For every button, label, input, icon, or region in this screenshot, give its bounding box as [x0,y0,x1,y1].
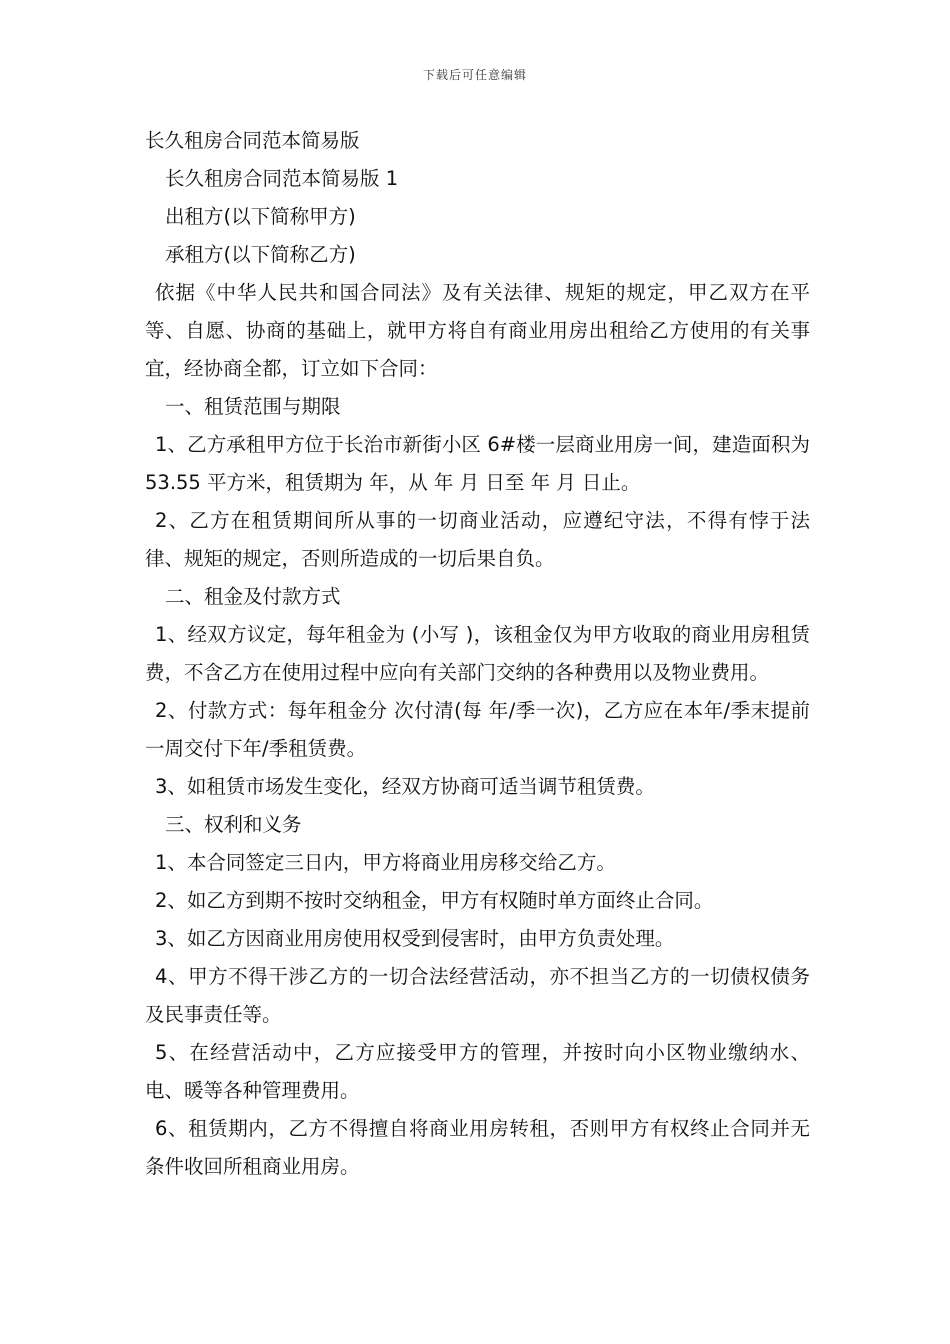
document-subtitle: 长久租房合同范本简易版 1 [165,167,399,190]
lessee-line: 承租方(以下简称乙方) [165,243,356,266]
clause-2-1: 1、经双方议定，每年租金为 (小写 )，该租金仅为甲方收取的商业用房租赁费，不含乙方在使用过程中应向有关部门交纳的各种费用以及物业费用。 [145,623,810,684]
clause-3-6: 6、租赁期内，乙方不得擅自将商业用房转租，否则甲方有权终止合同并无条件收回所租商业用房。 [145,1117,810,1178]
clause-3-4: 4、甲方不得干涉乙方的一切合法经营活动，亦不担当乙方的一切债权债务及民事责任等。 [145,965,810,1026]
section-heading-2: 二、租金及付款方式 [165,585,341,608]
preamble-paragraph: 依据《中华人民共和国合同法》及有关法律、规矩的规定，甲乙双方在平等、自愿、协商的基础上，就甲方将自有商业用房出租给乙方使用的有关事宜，经协商全都，订立如下合同： [145,281,810,380]
lessor-line: 出租方(以下简称甲方) [165,205,356,228]
clause-1-2: 2、乙方在租赁期间所从事的一切商业活动，应遵纪守法，不得有悖于法律、规矩的规定，否则所造成的一切后果自负。 [145,509,810,570]
document-body [145,122,810,1186]
clause-3-1: 1、本合同签定三日内，甲方将商业用房移交给乙方。 [155,851,616,874]
clause-3-3: 3、如乙方因商业用房使用权受到侵害时，由甲方负责处理。 [155,927,675,950]
document-title: 长久租房合同范本简易版 [145,129,360,152]
clause-2-2: 2、付款方式：每年租金分 次付清(每 年/季一次)，乙方应在本年/季末提前一周交付下年/季租赁费。 [145,699,810,760]
clause-3-5: 5、在经营活动中，乙方应接受甲方的管理，并按时向小区物业缴纳水、电、暖等各种管理费用。 [145,1041,810,1102]
clause-1-1: 1、乙方承租甲方位于长治市新街小区 6#楼一层商业用房一间，建造面积为 53.55 平方米，租赁期为 年，从 年 月 日至 年 月 日止。 [145,433,810,494]
section-heading-3: 三、权利和义务 [165,813,302,836]
header-note: 下载后可任意编辑 [422,68,527,82]
clause-2-3: 3、如租赁市场发生变化，经双方协商可适当调节租赁费。 [155,775,655,798]
clause-3-2: 2、如乙方到期不按时交纳租金，甲方有权随时单方面终止合同。 [155,889,714,912]
section-heading-1: 一、租赁范围与期限 [165,395,341,418]
